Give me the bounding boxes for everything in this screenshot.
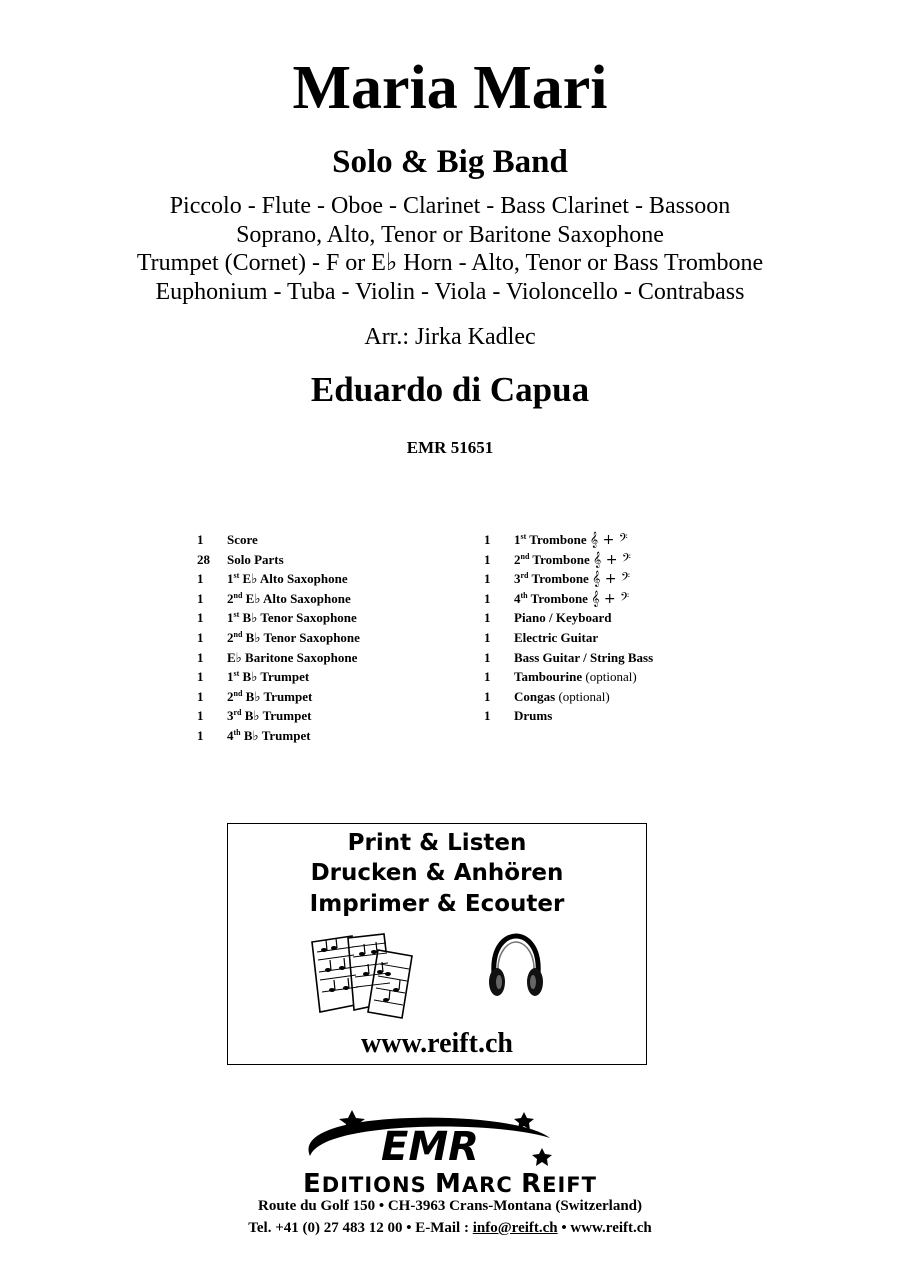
part-name (514, 550, 631, 571)
part-label: B♭ Trumpet (240, 727, 311, 743)
part-ordinal-suffix: nd (233, 590, 243, 600)
part-name (227, 569, 348, 589)
part-quantity: 1 (197, 708, 204, 724)
part-row (484, 628, 744, 648)
part-quantity: 1 (197, 629, 204, 645)
part-name (514, 589, 629, 610)
part-ordinal: 1 (514, 532, 521, 547)
part-quantity: 1 (484, 551, 491, 567)
part-name (227, 706, 311, 726)
publisher-contact (0, 1218, 900, 1238)
part-ordinal: 1 (227, 571, 234, 587)
part-name (227, 608, 357, 628)
sheet-music-icon (308, 930, 420, 1020)
part-quantity: 1 (197, 571, 204, 587)
clef-icon: 𝄞 + 𝄢 (592, 551, 631, 568)
part-ordinal: 4 (227, 727, 234, 743)
instrumentation-line: Trumpet (Cornet) - F or E♭ Horn - Alto, Tenor or Bass Trombone (136, 250, 764, 276)
part-ordinal-suffix: rd (233, 708, 242, 718)
part-row (484, 608, 744, 628)
catalog-number: EMR 51651 (406, 438, 494, 457)
clef-icon: 𝄞 + 𝄢 (589, 532, 628, 548)
part-name (227, 550, 284, 570)
part-row (197, 608, 467, 628)
part-ordinal-suffix: th (520, 590, 528, 600)
part-ordinal-suffix: st (233, 669, 240, 679)
part-ordinal-suffix: nd (233, 629, 243, 639)
part-ordinal-suffix: st (233, 571, 240, 581)
part-label: B♭ Trumpet (242, 688, 313, 704)
part-row (484, 569, 744, 589)
part-name (514, 530, 628, 551)
part-label: Bass Guitar / String Bass (514, 649, 654, 665)
part-label: Trombone (527, 590, 592, 606)
print-listen-box (227, 823, 647, 1065)
publisher-address: Route du Golf 150 • CH-3963 Crans-Montana (Switzerland) (258, 1198, 642, 1214)
title: Maria Mari (292, 54, 608, 122)
publisher-name-part: DITIONS (321, 1173, 436, 1197)
part-label: Trombone (526, 532, 590, 547)
part-quantity: 1 (484, 629, 491, 645)
part-ordinal: 3 (514, 571, 521, 587)
part-name (514, 628, 598, 648)
part-quantity: 1 (197, 590, 204, 606)
part-quantity: 1 (197, 688, 204, 704)
part-name (227, 628, 360, 648)
part-label: Drums (514, 708, 553, 724)
part-row (197, 530, 467, 550)
part-row (197, 667, 467, 687)
promo-line: Imprimer & Ecouter (309, 891, 565, 917)
part-name (227, 667, 309, 687)
part-quantity: 1 (197, 649, 204, 665)
publisher-name-part: M (435, 1169, 462, 1199)
part-row (197, 550, 467, 570)
part-label: B♭ Tenor Saxophone (239, 610, 357, 626)
part-ordinal-suffix: st (520, 532, 527, 541)
part-ordinal: 4 (514, 590, 521, 606)
part-label: Trombone (529, 551, 593, 567)
publisher-name (0, 1171, 900, 1198)
part-label: E♭ Alto Saxophone (239, 571, 348, 587)
part-row (197, 706, 467, 726)
part-quantity: 1 (484, 669, 491, 685)
part-name (514, 667, 637, 687)
part-label: B♭ Tenor Saxophone (242, 629, 360, 645)
part-ordinal: 2 (514, 551, 521, 567)
part-ordinal: 2 (227, 590, 234, 606)
part-row (197, 569, 467, 589)
email-link[interactable]: info@reift.ch (472, 1220, 558, 1236)
part-row (197, 687, 467, 707)
part-label: B♭ Trumpet (241, 708, 312, 724)
part-row (197, 726, 467, 746)
part-ordinal: 1 (227, 610, 234, 626)
part-row (484, 706, 744, 726)
part-name (514, 608, 612, 628)
publisher-name-part: ARC (461, 1173, 522, 1197)
part-quantity: 1 (484, 688, 491, 704)
part-name (514, 648, 653, 668)
instrumentation-line: Piccolo - Flute - Oboe - Clarinet - Bass Clarinet - Bassoon (169, 193, 731, 219)
part-name (514, 687, 610, 707)
part-quantity: 1 (197, 727, 204, 743)
part-quantity: 1 (197, 532, 204, 547)
part-row (484, 648, 744, 668)
part-name (227, 589, 351, 609)
arranger: Arr.: Jirka Kadlec (364, 324, 536, 350)
part-label: Solo Parts (227, 551, 284, 567)
part-label: E♭ Baritone Saxophone (227, 649, 358, 665)
part-quantity: 1 (484, 532, 491, 547)
contact-website: • www.reift.ch (557, 1220, 652, 1236)
part-quantity: 1 (484, 708, 491, 724)
part-row (197, 648, 467, 668)
emr-logo (300, 1108, 562, 1170)
instrumentation-line: Soprano, Alto, Tenor or Baritone Saxophone (236, 221, 664, 248)
part-ordinal: 1 (227, 669, 234, 685)
part-ordinal: 3 (227, 708, 234, 724)
website-link[interactable]: www.reift.ch (361, 1028, 513, 1059)
publisher-name-part: E (303, 1169, 322, 1199)
part-label: Congas (514, 688, 559, 704)
subtitle: Solo & Big Band (332, 144, 568, 180)
part-name (227, 530, 258, 550)
part-ordinal: 2 (227, 629, 234, 645)
part-quantity: 1 (484, 571, 491, 587)
instrumentation (0, 192, 900, 306)
part-label: E♭ Alto Saxophone (242, 590, 351, 606)
part-label: Trombone (528, 571, 593, 587)
part-ordinal-suffix: th (233, 727, 241, 737)
composer: Eduardo di Capua (310, 370, 590, 409)
part-optional-note: (optional) (585, 669, 637, 685)
publisher-name-part: R (521, 1169, 543, 1199)
part-row (484, 667, 744, 687)
part-label: Electric Guitar (514, 629, 599, 645)
part-ordinal-suffix: st (233, 610, 240, 620)
parts-list-right (484, 530, 744, 726)
part-quantity: 1 (197, 610, 204, 626)
part-name (514, 569, 630, 590)
part-row (484, 687, 744, 707)
part-label: Tambourine (514, 669, 586, 685)
emr-logo-text: EMR (381, 1124, 479, 1170)
parts-list-left (197, 530, 467, 746)
part-row (484, 530, 744, 550)
part-optional-note: (optional) (558, 688, 610, 704)
part-row (197, 589, 467, 609)
promo-line: Drucken & Anhören (310, 860, 564, 886)
part-name (227, 687, 312, 707)
part-name (227, 648, 357, 668)
part-row (484, 550, 744, 570)
publisher-name-part: EIFT (542, 1173, 597, 1197)
part-quantity: 28 (197, 551, 210, 567)
part-quantity: 1 (484, 590, 491, 606)
part-quantity: 1 (484, 649, 491, 665)
headphones-icon (486, 932, 546, 1002)
part-quantity: 1 (484, 610, 491, 626)
part-label: Score (227, 532, 258, 547)
part-label: Piano / Keyboard (514, 610, 612, 626)
promo-line: Print & Listen (347, 830, 527, 856)
part-ordinal-suffix: rd (520, 571, 529, 581)
part-name (227, 726, 311, 746)
part-quantity: 1 (197, 669, 204, 685)
part-label: B♭ Trumpet (239, 669, 310, 685)
part-row (197, 628, 467, 648)
clef-icon: 𝄞 + 𝄢 (591, 590, 630, 607)
contact-phone: Tel. +41 (0) 27 483 12 00 • E-Mail : (248, 1220, 473, 1236)
part-ordinal: 2 (227, 688, 234, 704)
part-ordinal-suffix: nd (233, 688, 243, 698)
part-ordinal-suffix: nd (520, 551, 530, 561)
part-name (514, 706, 552, 726)
clef-icon: 𝄞 + 𝄢 (592, 571, 630, 588)
instrumentation-line: Euphonium - Tuba - Violin - Viola - Violoncello - Contrabass (155, 278, 745, 305)
part-row (484, 589, 744, 609)
